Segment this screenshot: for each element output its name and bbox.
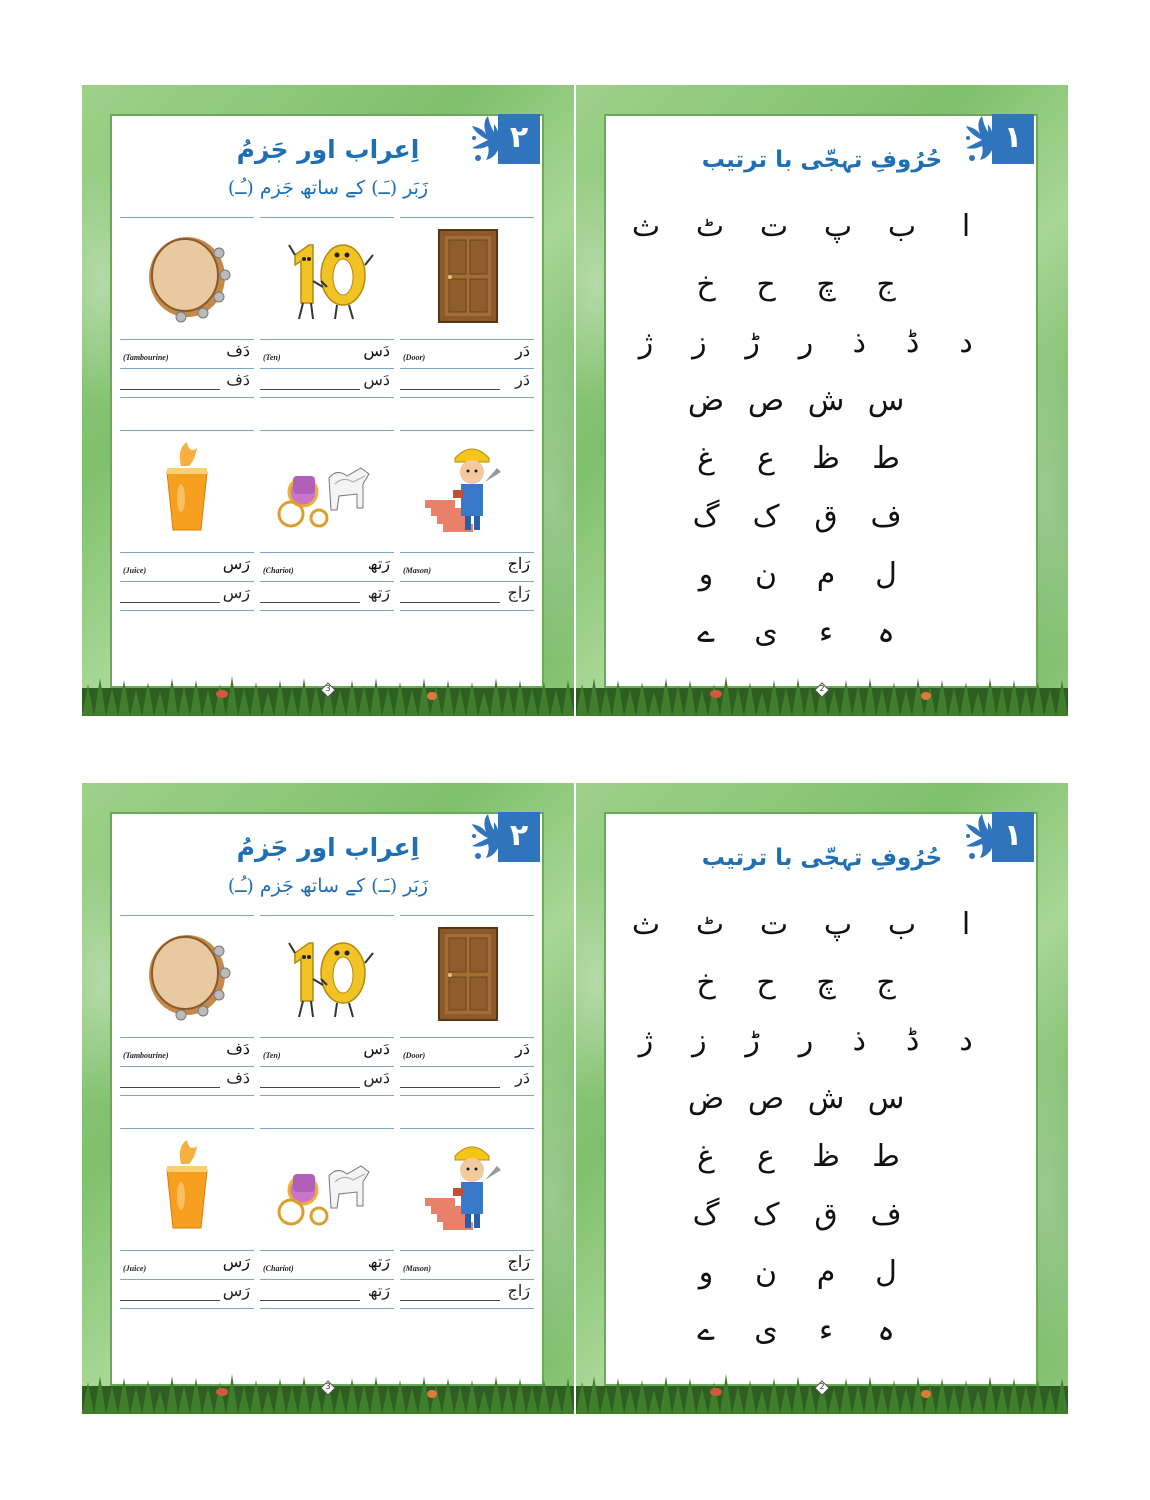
bottom-rule bbox=[400, 397, 534, 398]
alphabet-letter: ت bbox=[759, 209, 789, 244]
page-title: حُرُوفِ تہجّی با ترتیب bbox=[701, 845, 943, 871]
alphabet-page bbox=[576, 85, 1068, 716]
top-rule bbox=[120, 430, 254, 431]
picture-tambourine bbox=[137, 923, 237, 1023]
english-meaning: (Tambourine) bbox=[123, 1051, 169, 1060]
alphabet-letter: ی bbox=[754, 615, 778, 650]
english-meaning: (Mason) bbox=[403, 1264, 432, 1273]
top-rule bbox=[120, 217, 254, 218]
alphabet-letter: ط bbox=[872, 441, 900, 476]
mason-illustration bbox=[417, 1136, 517, 1236]
picture-door bbox=[417, 225, 517, 325]
english-meaning: (Chariot) bbox=[263, 1264, 294, 1273]
writing-line[interactable] bbox=[400, 602, 500, 603]
alphabet-row bbox=[626, 207, 986, 247]
urdu-word: رَتھ bbox=[367, 554, 390, 573]
alphabet-row bbox=[626, 1021, 986, 1061]
vocabulary-card bbox=[400, 1128, 534, 1328]
alphabet-letter: ت bbox=[759, 907, 789, 942]
top-rule bbox=[400, 915, 534, 916]
alphabet-row bbox=[626, 265, 986, 305]
word-underline bbox=[400, 368, 534, 369]
alphabet-letter: خ bbox=[696, 267, 716, 302]
urdu-word: رَس bbox=[222, 554, 250, 573]
writing-line[interactable] bbox=[260, 602, 360, 603]
chariot-illustration bbox=[277, 438, 377, 538]
page-number bbox=[814, 682, 830, 698]
alphabet-row bbox=[626, 555, 986, 595]
door-illustration bbox=[417, 923, 517, 1023]
page-number-text: 2 bbox=[819, 684, 825, 693]
picture-mason bbox=[417, 438, 517, 538]
picture-chariot bbox=[277, 438, 377, 538]
alphabet-letter: ق bbox=[814, 1197, 838, 1232]
trace-word: دَر bbox=[515, 1068, 530, 1087]
word-underline bbox=[260, 581, 394, 582]
word-rule bbox=[260, 1250, 394, 1251]
page-subtitle: زَبَر (ـَـ) کے ساتھ جَزم (ـُـ) bbox=[227, 177, 429, 199]
alphabet-letter: ژ bbox=[638, 325, 654, 360]
word-underline bbox=[120, 1279, 254, 1280]
writing-line[interactable] bbox=[120, 1087, 220, 1088]
page-number bbox=[320, 682, 336, 698]
mason-illustration bbox=[417, 438, 517, 538]
writing-line[interactable] bbox=[120, 1300, 220, 1301]
alphabet-letter: م bbox=[816, 1255, 836, 1290]
alphabet-letter: ء bbox=[818, 615, 834, 650]
picture-juice bbox=[137, 438, 237, 538]
alphabet-letter: ی bbox=[754, 1313, 778, 1348]
picture-tambourine bbox=[137, 225, 237, 325]
alphabet-letter: ف bbox=[870, 1197, 902, 1232]
bottom-rule bbox=[260, 1308, 394, 1309]
alphabet-letter: ث bbox=[631, 907, 661, 942]
word-rule bbox=[260, 339, 394, 340]
alphabet-letter: و bbox=[698, 1255, 714, 1290]
juice-illustration bbox=[137, 438, 237, 538]
alphabet-letter: ز bbox=[692, 325, 707, 360]
alphabet-letter: س bbox=[867, 383, 905, 418]
urdu-word: رَاج bbox=[507, 1252, 530, 1271]
top-rule bbox=[260, 430, 394, 431]
top-rule bbox=[120, 1128, 254, 1129]
alphabet-row bbox=[626, 497, 986, 537]
writing-line[interactable] bbox=[400, 1087, 500, 1088]
writing-line[interactable] bbox=[400, 1300, 500, 1301]
alphabet-letter: ک bbox=[752, 1197, 780, 1232]
trace-word: رَتھ bbox=[367, 1281, 390, 1300]
alphabet-letter: چ bbox=[816, 267, 836, 302]
urdu-word: رَس bbox=[222, 1252, 250, 1271]
bottom-rule bbox=[120, 610, 254, 611]
trace-word: رَاج bbox=[507, 583, 530, 602]
trace-word: رَس bbox=[222, 583, 250, 602]
chariot-illustration bbox=[277, 1136, 377, 1236]
alphabet-row bbox=[626, 613, 986, 653]
alphabet-letter: ق bbox=[814, 499, 838, 534]
alphabet-row bbox=[626, 439, 986, 479]
alphabet-page bbox=[576, 783, 1068, 1414]
alphabet-letter: ڈ bbox=[905, 325, 920, 360]
alphabet-letter: ث bbox=[631, 209, 661, 244]
bottom-rule bbox=[260, 1095, 394, 1096]
page-number-text: 3 bbox=[325, 1382, 331, 1391]
alphabet-letter: ض bbox=[687, 383, 725, 418]
writing-line[interactable] bbox=[260, 389, 360, 390]
word-rule bbox=[400, 1037, 534, 1038]
bottom-rule bbox=[120, 1308, 254, 1309]
alphabet-letter: ح bbox=[756, 965, 776, 1000]
alphabet-letter: ب bbox=[887, 907, 917, 942]
picture-number-ten bbox=[277, 923, 377, 1023]
writing-line[interactable] bbox=[260, 1300, 360, 1301]
page-title: اِعراب اور جَزمُ bbox=[236, 833, 420, 862]
alphabet-letter: ہ bbox=[877, 1313, 895, 1348]
word-underline bbox=[120, 368, 254, 369]
bottom-rule bbox=[400, 1095, 534, 1096]
writing-line[interactable] bbox=[400, 389, 500, 390]
page-subtitle: زَبَر (ـَـ) کے ساتھ جَزم (ـُـ) bbox=[227, 875, 429, 897]
alphabet-letter: غ bbox=[697, 1139, 715, 1174]
picture-number-ten bbox=[277, 225, 377, 325]
writing-line[interactable] bbox=[120, 602, 220, 603]
alphabet-letter: ا bbox=[961, 907, 971, 942]
picture-door bbox=[417, 923, 517, 1023]
english-meaning: (Chariot) bbox=[263, 566, 294, 575]
trace-word: رَس bbox=[222, 1281, 250, 1300]
alphabet-letter: ن bbox=[754, 1255, 778, 1290]
lesson-number: ١ bbox=[1003, 818, 1023, 853]
vocabulary-card bbox=[260, 430, 394, 630]
alphabet-row bbox=[626, 1311, 986, 1351]
alphabet-row bbox=[626, 381, 986, 421]
top-rule bbox=[400, 430, 534, 431]
alphabet-letter: ٹ bbox=[695, 907, 725, 942]
word-rule bbox=[400, 339, 534, 340]
trace-word: رَاج bbox=[507, 1281, 530, 1300]
alphabet-row bbox=[626, 963, 986, 1003]
alphabet-letter: ژ bbox=[638, 1023, 654, 1058]
picture-mason bbox=[417, 1136, 517, 1236]
alphabet-letter: ک bbox=[752, 499, 780, 534]
alphabet-letter: ل bbox=[875, 1255, 897, 1290]
alphabet-letter: چ bbox=[816, 965, 836, 1000]
alphabet-letter: ض bbox=[687, 1081, 725, 1116]
word-underline bbox=[260, 368, 394, 369]
alphabet-letter: ر bbox=[798, 325, 814, 360]
urdu-word: دَس bbox=[363, 341, 390, 360]
tambourine-illustration bbox=[137, 225, 237, 325]
alphabet-letter: ف bbox=[870, 499, 902, 534]
word-underline bbox=[120, 581, 254, 582]
top-rule bbox=[260, 915, 394, 916]
top-rule bbox=[400, 217, 534, 218]
word-underline bbox=[260, 1066, 394, 1067]
english-meaning: (Door) bbox=[403, 1051, 426, 1060]
bottom-rule bbox=[120, 1095, 254, 1096]
alphabet-letter: پ bbox=[823, 209, 853, 244]
alphabet-row bbox=[626, 323, 986, 363]
word-rule bbox=[120, 339, 254, 340]
english-meaning: (Ten) bbox=[263, 1051, 281, 1060]
alphabet-letter: ص bbox=[747, 1081, 785, 1116]
english-meaning: (Ten) bbox=[263, 353, 281, 362]
writing-line[interactable] bbox=[260, 1087, 360, 1088]
lesson-number: ٢ bbox=[509, 120, 529, 155]
picture-juice bbox=[137, 1136, 237, 1236]
top-rule bbox=[260, 1128, 394, 1129]
writing-line[interactable] bbox=[120, 389, 220, 390]
alphabet-letter: ل bbox=[875, 557, 897, 592]
alphabet-letter: غ bbox=[697, 441, 715, 476]
trace-word: دَف bbox=[226, 370, 250, 389]
alphabet-letter: د bbox=[959, 325, 973, 360]
book-spread bbox=[82, 85, 1068, 716]
trace-word: دَر bbox=[515, 370, 530, 389]
page-title: حُرُوفِ تہجّی با ترتیب bbox=[701, 147, 943, 173]
vocabulary-card bbox=[120, 430, 254, 630]
word-rule bbox=[120, 552, 254, 553]
page-number-text: 3 bbox=[325, 684, 331, 693]
alphabet-letter: و bbox=[698, 557, 714, 592]
english-meaning: (Juice) bbox=[123, 1264, 147, 1273]
bottom-rule bbox=[120, 397, 254, 398]
alphabet-letter: د bbox=[959, 1023, 973, 1058]
alphabet-letter: ڑ bbox=[745, 1023, 760, 1058]
word-rule bbox=[120, 1037, 254, 1038]
alphabet-letter: ء bbox=[818, 1313, 834, 1348]
alphabet-letter: ے bbox=[697, 1313, 715, 1348]
top-rule bbox=[400, 1128, 534, 1129]
alphabet-row bbox=[626, 905, 986, 945]
alphabet-letter: ح bbox=[756, 267, 776, 302]
top-rule bbox=[260, 217, 394, 218]
bottom-rule bbox=[400, 1308, 534, 1309]
alphabet-letter: ع bbox=[757, 1139, 775, 1174]
urdu-word: دَر bbox=[515, 1039, 530, 1058]
alphabet-row bbox=[626, 1137, 986, 1177]
vocabulary-card bbox=[120, 1128, 254, 1328]
vocabulary-page bbox=[82, 783, 574, 1414]
alphabet-letter: گ bbox=[692, 499, 720, 534]
urdu-word: دَف bbox=[226, 341, 250, 360]
alphabet-letter: ے bbox=[697, 615, 715, 650]
alphabet-letter: خ bbox=[696, 965, 716, 1000]
alphabet-letter: پ bbox=[823, 907, 853, 942]
word-rule bbox=[120, 1250, 254, 1251]
door-illustration bbox=[417, 225, 517, 325]
vocabulary-card bbox=[120, 217, 254, 417]
vocabulary-card bbox=[400, 430, 534, 630]
alphabet-letter: ج bbox=[876, 965, 896, 1000]
urdu-word: دَس bbox=[363, 1039, 390, 1058]
alphabet-letter: ظ bbox=[812, 441, 840, 476]
urdu-word: رَاج bbox=[507, 554, 530, 573]
alphabet-letter: ذ bbox=[852, 1023, 867, 1058]
top-rule bbox=[120, 915, 254, 916]
alphabet-letter: ص bbox=[747, 383, 785, 418]
trace-word: رَتھ bbox=[367, 583, 390, 602]
vocabulary-page bbox=[82, 85, 574, 716]
alphabet-letter: ج bbox=[876, 267, 896, 302]
alphabet-letter: ر bbox=[798, 1023, 814, 1058]
alphabet-letter: ع bbox=[757, 441, 775, 476]
lesson-number: ٢ bbox=[509, 818, 529, 853]
book-spread bbox=[82, 783, 1068, 1414]
alphabet-letter: ب bbox=[887, 209, 917, 244]
lesson-number: ١ bbox=[1003, 120, 1023, 155]
alphabet-letter: ہ bbox=[877, 615, 895, 650]
alphabet-letter: ش bbox=[807, 1081, 845, 1116]
word-underline bbox=[400, 581, 534, 582]
alphabet-letter: ڈ bbox=[905, 1023, 920, 1058]
alphabet-row bbox=[626, 1079, 986, 1119]
trace-word: دَس bbox=[363, 1068, 390, 1087]
trace-word: دَس bbox=[363, 370, 390, 389]
page-number bbox=[320, 1380, 336, 1396]
word-underline bbox=[400, 1066, 534, 1067]
urdu-word: دَف bbox=[226, 1039, 250, 1058]
alphabet-letter: ا bbox=[961, 209, 971, 244]
number-ten-illustration bbox=[277, 225, 377, 325]
page-number bbox=[814, 1380, 830, 1396]
bottom-rule bbox=[260, 610, 394, 611]
vocabulary-card bbox=[260, 217, 394, 417]
word-rule bbox=[260, 552, 394, 553]
english-meaning: (Tambourine) bbox=[123, 353, 169, 362]
tambourine-illustration bbox=[137, 923, 237, 1023]
alphabet-row bbox=[626, 1195, 986, 1235]
alphabet-letter: ڑ bbox=[745, 325, 760, 360]
juice-illustration bbox=[137, 1136, 237, 1236]
vocabulary-card bbox=[260, 915, 394, 1115]
alphabet-letter: گ bbox=[692, 1197, 720, 1232]
trace-word: دَف bbox=[226, 1068, 250, 1087]
word-underline bbox=[260, 1279, 394, 1280]
word-underline bbox=[400, 1279, 534, 1280]
word-rule bbox=[400, 552, 534, 553]
alphabet-letter: م bbox=[816, 557, 836, 592]
english-meaning: (Mason) bbox=[403, 566, 432, 575]
vocabulary-card bbox=[260, 1128, 394, 1328]
word-underline bbox=[120, 1066, 254, 1067]
alphabet-letter: ط bbox=[872, 1139, 900, 1174]
alphabet-letter: ش bbox=[807, 383, 845, 418]
word-rule bbox=[260, 1037, 394, 1038]
picture-chariot bbox=[277, 1136, 377, 1236]
vocabulary-card bbox=[400, 915, 534, 1115]
alphabet-letter: ن bbox=[754, 557, 778, 592]
alphabet-letter: ذ bbox=[852, 325, 867, 360]
number-ten-illustration bbox=[277, 923, 377, 1023]
alphabet-letter: س bbox=[867, 1081, 905, 1116]
bottom-rule bbox=[260, 397, 394, 398]
word-rule bbox=[400, 1250, 534, 1251]
english-meaning: (Door) bbox=[403, 353, 426, 362]
alphabet-letter: ز bbox=[692, 1023, 707, 1058]
alphabet-letter: ظ bbox=[812, 1139, 840, 1174]
urdu-word: رَتھ bbox=[367, 1252, 390, 1271]
alphabet-letter: ٹ bbox=[695, 209, 725, 244]
vocabulary-card bbox=[120, 915, 254, 1115]
urdu-word: دَر bbox=[515, 341, 530, 360]
page-title: اِعراب اور جَزمُ bbox=[236, 135, 420, 164]
vocabulary-card bbox=[400, 217, 534, 417]
bottom-rule bbox=[400, 610, 534, 611]
page-number-text: 2 bbox=[819, 1382, 825, 1391]
english-meaning: (Juice) bbox=[123, 566, 147, 575]
alphabet-row bbox=[626, 1253, 986, 1293]
